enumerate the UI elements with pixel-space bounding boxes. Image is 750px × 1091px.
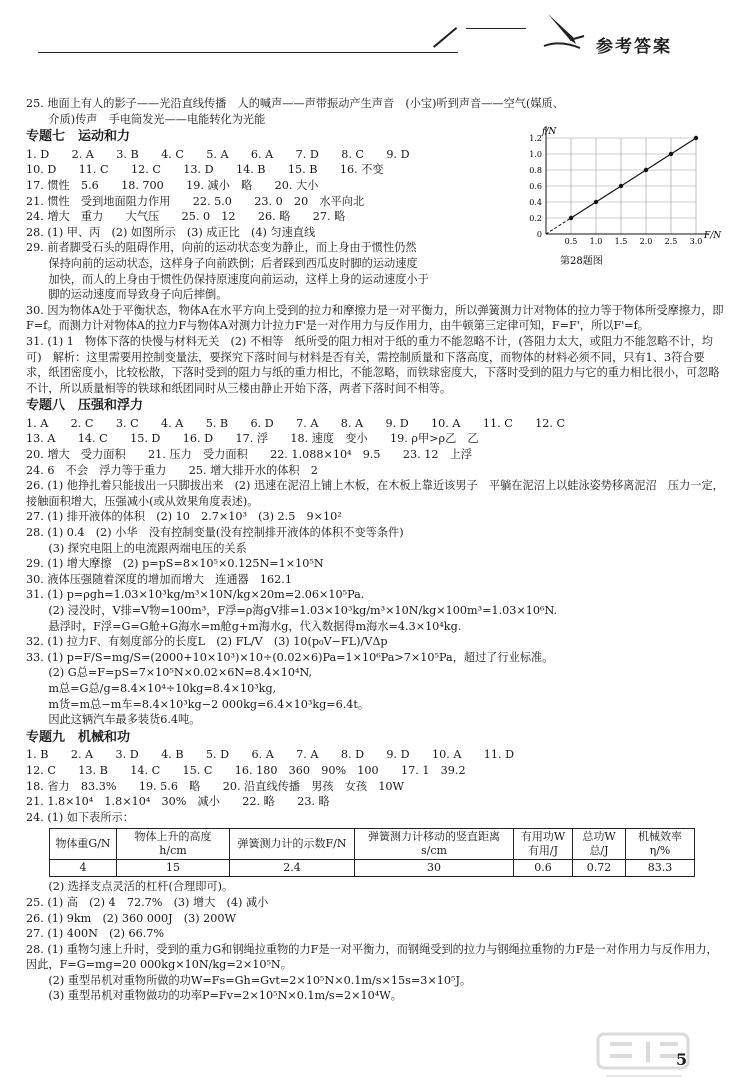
sec7-line: 21. 惯性 受到地面阻力作用 22. 5.0 23. 0 20 水平向北 (26, 194, 365, 208)
sec8-line: 悬浮时，F浮=G=G舱+G海水=m舱g+m海水g，代入数据得m海水=4.3×10⁴kg. (26, 619, 462, 633)
q25-line1: 25. 地面上有人的影子——光沿直线传播 人的喊声——声带振动产生声音 (小宝)听到声音——空气(媒质、 (26, 97, 564, 110)
sec7-line: 28. (1) 甲、丙 (2) 如图所示 (3) 成正比 (4) 匀速直线 (26, 225, 316, 239)
table-cell: 15 (117, 860, 230, 877)
y-tick-label: 0.6 (529, 182, 542, 191)
table-header-cell: 物体上升的高度h/cm (117, 829, 230, 860)
sec9-line: 26. (1) 9km (2) 360 000J (3) 200W (26, 911, 237, 925)
sec8-line: 因此这辆汽车最多装货6.4吨。 (26, 713, 201, 727)
sec7-line: 24. 增大 重力 大气压 25. 0 12 26. 略 27. 略 (26, 210, 346, 224)
sec9-line: 25. (1) 高 (2) 4 72.7% (3) 增大 (4) 减小 (26, 895, 269, 909)
section-title-8: 专题八 压强和浮力 (26, 398, 144, 414)
section-title-7: 专题七 运动和力 (26, 129, 131, 145)
sec8-line: m货=m总−m车=8.4×10³kg−2 000kg=6.4×10³kg=6.4t。 (26, 697, 370, 711)
sec7-line: 17. 惯性 5.6 18. 700 19. 减小 略 20. 大小 (26, 178, 319, 192)
header-rule-top (466, 28, 526, 29)
figure-caption: 第28题图 (560, 256, 603, 267)
sec7-line: 10. D 11. C 12. C 13. D 14. B 15. B 16. 不变 (26, 163, 384, 177)
y-tick-label: 0.4 (529, 198, 542, 207)
sec9-line: 1. B 2. A 3. D 4. B 5. D 6. A 7. A 8. D 9. D 10. A 11. D (26, 748, 515, 762)
sec8-line: 33. (1) p=F/S=mg/S=(2000+10×10³)×10÷(0.02×6)Pa=1×10⁶Pa>7×10⁵Pa，超过了行业标准。 (26, 650, 554, 664)
sec8-line: 24. 6 不会 浮力等于重力 25. 增大排开水的体积 2 (26, 463, 318, 477)
table-row (50, 860, 695, 877)
y-tick-label: 1.2 (529, 134, 542, 143)
table-cell: 83.3 (626, 860, 695, 877)
table-header-cell: 弹簧测力计移动的竖直距离s/cm (355, 829, 514, 860)
table-header-cell: 总功W总/J (573, 829, 626, 860)
table-header-cell: 物体重G/N (50, 829, 117, 860)
table-cell: 4 (50, 860, 117, 877)
sec8-line: 31. (1) p=ρgh=1.03×10³kg/m³×10N/kg×20m=2.06×10⁵Pa. (26, 588, 365, 602)
header-rule (38, 52, 458, 53)
q31-answer: 31. (1) 1 物体下落的快慢与材料无关 (2) 不相等 纸所受的阻力相对于纸的重力不能忽略不计，(答阻力太大，或阻力不能忽略不计，均可) 解析：这里需要用控制变量法，要探究下落时间与材料是否有关，需控制质量和下落高度，而物体的材料必须不同，只有1、3符合要求，纸团密度小，比较松散，下落时受到的阻力与纸的重力相比，不能忽略，而铁球密度大，下落时受到的阻力与它的重力相比很小，可忽略不计，所以质量相等的铁球和纸团同时从三楼由静止开始下落，两者下落时间不相等。 (26, 334, 720, 395)
table-cell: 30 (355, 860, 514, 877)
q29-line: 脚的运动速度而导致身子向后摔倒。 (26, 288, 228, 302)
table-cell: 0.6 (514, 860, 573, 877)
sec8-line: (2) 浸没时，V排=V物=100m³，F浮=ρ海gV排=1.03×10³kg/m³×10N/kg×100m³=1.03×10⁶N. (26, 604, 558, 617)
sec9-line: (2) 选择支点灵活的杠杆(合理即可)。 (26, 880, 234, 894)
sec8-line: (2) G总=F=pS=7×10⁵N×0.02×6N=8.4×10⁴N, (26, 666, 313, 680)
y-tick-label: 0.8 (529, 166, 542, 175)
sec8-line: 20. 增大 受力面积 21. 压力 受力面积 22. 1.088×10⁴ 9.5 23. 12 上浮 (26, 448, 473, 462)
sec8-line: (3) 探究电阻上的电流跟两端电压的关系 (26, 541, 247, 555)
x-tick-label: 2.5 (664, 237, 678, 246)
q29-line: 保持向前的运动状态，这样身子向前跌倒；后者踩到西瓜皮时脚的运动速度 (26, 256, 418, 270)
y-tick-label: 0 (536, 230, 542, 239)
sec9-line: 27. (1) 400N (2) 66.7% (26, 927, 165, 941)
y-tick-label: 1.0 (529, 150, 542, 159)
q29-line: 29. 前者脚受石头的阻碍作用，向前的运动状态变为静止，而上身由于惯性仍然 (26, 241, 417, 255)
x-tick-label: 1.5 (614, 237, 628, 246)
page-header-title: 参考答案 (596, 37, 672, 57)
table-header-cell: 机械效率η/% (626, 829, 695, 860)
pen-logo-icon (540, 10, 588, 50)
sec8-line: 30. 液体压强随着深度的增加而增大 连通器 162.1 (26, 572, 292, 586)
x-axis-label: F/N (704, 231, 722, 241)
sec9-line: 18. 省力 83.3% 19. 5.6 略 20. 沿直线传播 男孩 女孩 10W (26, 779, 405, 793)
answer-content (26, 96, 726, 1004)
sec8-line: 32. (1) 拉力F、有刻度部分的长度L (2) FL/V (3) 10(p₀V−FL)/VΔp (26, 635, 388, 649)
sec7-line: 1. D 2. A 3. B 4. C 5. A 6. A 7. D 8. C 9. D (26, 147, 410, 161)
sec8-line: 1. A 2. C 3. C 4. A 5. B 6. D 7. A 8. A 9. D 10. A 11. C 12. C (26, 416, 566, 430)
table-header-row (50, 829, 695, 860)
table-header-cell: 有用功W有用/J (514, 829, 573, 860)
sec8-line: 29. (1) 增大摩擦 (2) p=pS=8×10⁵×0.125N=1×10⁵N (26, 557, 324, 571)
sec9-line: 12. C 13. B 14. C 15. C 16. 180 360 90% 100 17. 1 39.2 (26, 763, 466, 777)
sec8-line: 28. (1) 0.4 (2) 小华 没有控制变量(没有控制排开液体的体积不变等条件) (26, 526, 404, 540)
table-header-cell: 弹簧测力计的示数F/N (230, 829, 355, 860)
sec9-line: (3) 重型吊机对重物做功的功率P=Fv=2×10⁵N×0.1m/s=2×10⁴W。 (26, 989, 402, 1003)
table-cell: 0.72 (573, 860, 626, 877)
q26-answer: 26. (1) 他挣扎着只能拔出一只脚拔出来 (2) 迅速在泥沼上铺上木板，在木板上靠近该男子 平躺在泥沼上以蛙泳姿势移离泥沼 压力一定，接触面积增大，压强减小(或从效果角度表述)。 (26, 479, 724, 508)
sec8-line: 27. (1) 排开液体的体积 (2) 10 2.7×10³ (3) 2.5 9×10² (26, 510, 342, 524)
page-number: 5 (676, 1050, 688, 1069)
sec8-line: m总=G总/g=8.4×10⁴÷10kg=8.4×10³kg, (26, 681, 277, 695)
x-tick-label: 2.0 (639, 237, 653, 246)
sec9-line: 21. 1.8×10⁴ 1.8×10⁴ 30% 减小 22. 略 23. 略 (26, 795, 330, 809)
y-axis-label: f/N (542, 127, 557, 137)
sec9-line: 24. (1) 如下表所示： (26, 810, 134, 824)
q28-answer: 28. (1) 重物匀速上升时，受到的重力G和钢绳拉重物的力F是一对平衡力，而钢绳受到的拉力与钢绳拉重物的力F是一对作用力与反作用力，因此，F=G=mg=20 000kg×10N/kg=2×10⁵N。 (26, 942, 718, 972)
efficiency-table (49, 828, 695, 877)
y-tick-label: 0.2 (529, 214, 542, 223)
header-rule-slant (433, 27, 457, 48)
x-tick-label: 3.0 (689, 237, 703, 246)
x-tick-label: 1.0 (589, 237, 603, 246)
table-cell: 2.4 (230, 860, 355, 877)
x-tick-label: 0.5 (564, 237, 578, 246)
q29-line: 加快，而人的上身由于惯性仍保持原速度向前运动，这样上身的运动速度小于 (26, 272, 429, 286)
section-title-9: 专题九 机械和功 (26, 729, 131, 745)
q25-line2: 介质)传声 手电筒发光——电能转化为光能 (26, 112, 266, 126)
sec8-line: 13. A 14. C 15. D 16. D 17. 浮 18. 速度 变小 19. ρ甲>ρ乙 乙 (26, 432, 479, 446)
q30-answer: 30. 因为物体A处于平衡状态，物体A在水平方向上受到的拉力和摩擦力是一对平衡力，所以弹簧测力计对物体的拉力等于物体所受摩擦力，即F=f。而测力计对物体A的拉力F与物体A对测力计拉力F'是一对作用力与反作用力，由牛顿第三定律可知，F=F'，所以F'=f。 (26, 303, 724, 333)
sec9-line: (2) 重型吊机对重物所做的功W=Fs=Gh=Gvt=2×10⁵N×0.1m/s×15s=3×10⁵J。 (26, 973, 472, 987)
